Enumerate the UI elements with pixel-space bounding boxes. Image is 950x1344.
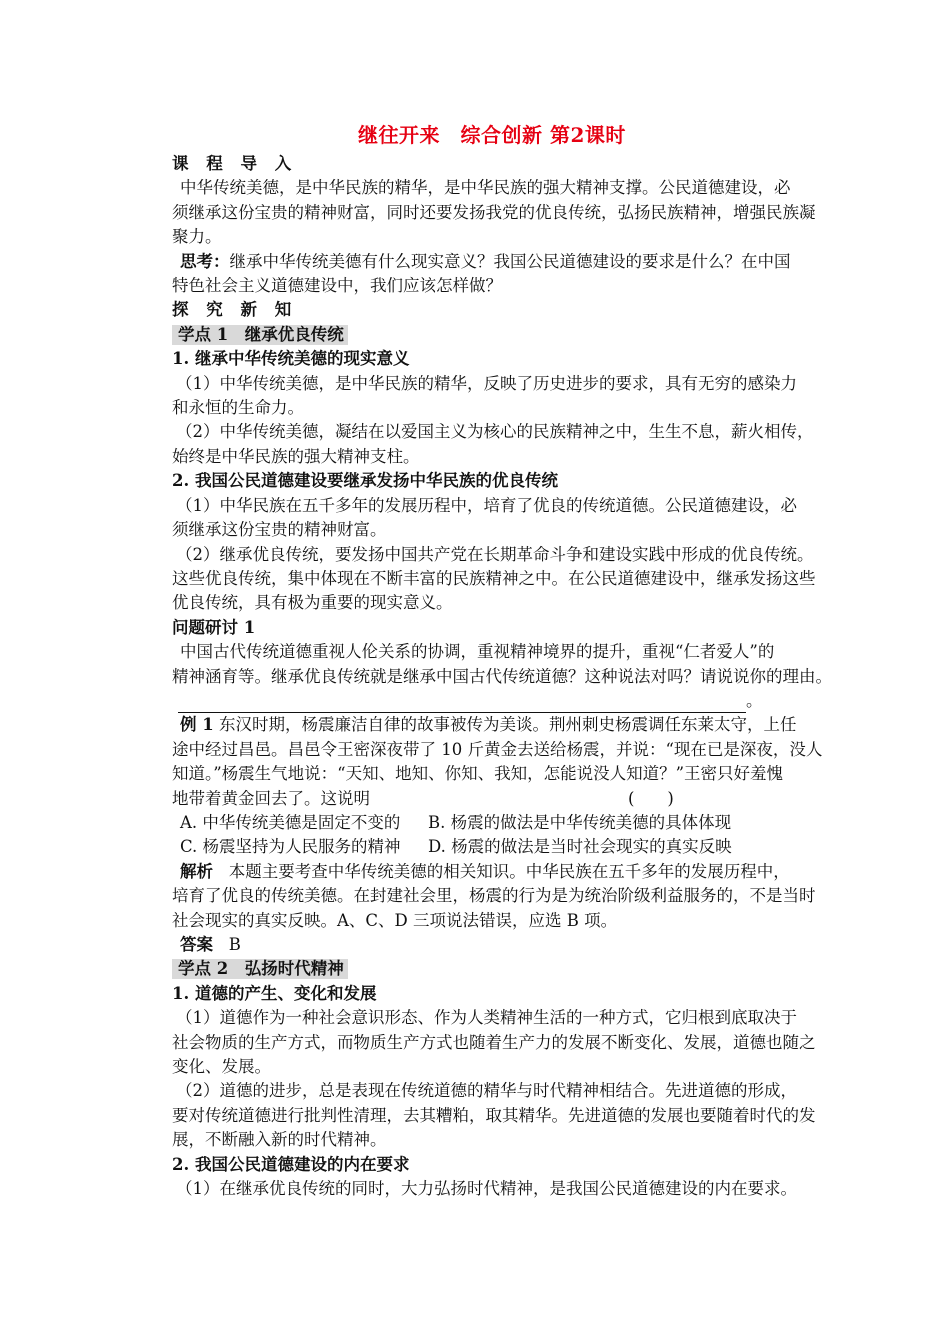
options-row — [172, 835, 812, 859]
subheading: 2. 我国公民道德建设要继承发扬中华民族的优良传统 — [172, 471, 558, 491]
question-line: 中国古代传统道德重视人伦关系的协调，重视精神境界的提升，重视“仁者爱人”的 — [180, 642, 775, 662]
example-label: 例 1 — [180, 715, 214, 735]
para-line: （1）中华传统美德，是中华民族的精华，反映了历史进步的要求，具有无穷的感染力 — [176, 373, 797, 393]
section-label-1: 学点 1 继承优良传统 — [172, 325, 348, 345]
think-label: 思考： — [180, 251, 230, 271]
para-line: （2）继承优良传统，要发扬中国共产党在长期革命斗争和建设实践中形成的优良传统。 — [176, 544, 814, 564]
para-line: （1）在继承优良传统的同时，大力弘扬时代精神，是我国公民道德建设的内在要求。 — [176, 1179, 797, 1199]
analysis-line: 解析 本题主要考查中华传统美德的相关知识。中华民族在五千多年的发展历程中， — [180, 861, 790, 881]
answer-blank[interactable] — [178, 696, 746, 713]
explore-heading: 探 究 新 知 — [172, 300, 298, 320]
para-line: 展，不断融入新的时代精神。 — [172, 1130, 387, 1150]
analysis-line: 社会现实的真实反映。A、C、D 三项说法错误，应选 B 项。 — [172, 910, 618, 930]
intro-heading: 课 程 导 入 — [172, 154, 298, 173]
para-line: 这些优良传统，集中体现在不断丰富的民族精神之中。在公民道德建设中，继承发扬这些 — [172, 568, 816, 588]
para-line: 变化、发展。 — [172, 1057, 271, 1077]
option-d[interactable]: D. 杨震的做法是当时社会现实的真实反映 — [428, 837, 732, 857]
intro-line: 中华传统美德，是中华民族的精华，是中华民族的强大精神支撑。公民道德建设，必 — [180, 178, 791, 198]
option-b[interactable]: B. 杨震的做法是中华传统美德的具体体现 — [428, 812, 732, 832]
page-title: 继往开来 综合创新 第2课时 — [358, 123, 626, 147]
options-row — [172, 811, 812, 835]
para-line: 社会物质的生产方式，而物质生产方式也随着生产力的发展不断变化、发展，道德也随之 — [172, 1032, 816, 1052]
example-line: 途中经过昌邑。昌邑令王密深夜带了 10 斤黄金去送给杨震，并说：“现在已是深夜，没人 — [172, 739, 823, 759]
subheading: 2. 我国公民道德建设的内在要求 — [172, 1154, 410, 1174]
think-line: 特色社会主义道德建设中，我们应该怎样做？ — [172, 276, 502, 296]
subheading: 1. 继承中华传统美德的现实意义 — [172, 349, 410, 369]
answer-value: B — [228, 935, 241, 954]
option-a[interactable]: A. 中华传统美德是固定不变的 — [180, 812, 401, 832]
answer-label: 答案 — [180, 935, 213, 954]
document-body — [172, 118, 832, 1201]
intro-line: 聚力。 — [172, 227, 222, 247]
option-c[interactable]: C. 杨震坚持为人民服务的精神 — [180, 837, 401, 857]
para-line: （1）道德作为一种社会意识形态、作为人类精神生活的一种方式，它归根到底取决于 — [176, 1008, 797, 1028]
intro-line: 须继承这份宝贵的精神财富，同时还要发扬我党的优良传统，弘扬民族精神，增强民族凝 — [172, 202, 816, 222]
para-line: 优良传统，具有极为重要的现实意义。 — [172, 593, 453, 613]
para-line: 始终是中华民族的强大精神支柱。 — [172, 446, 420, 466]
answer-paren[interactable]: ( ) — [628, 788, 674, 808]
section-label-2: 学点 2 弘扬时代精神 — [172, 959, 348, 979]
question-line: 精神涵育等。继承优良传统就是继承中国古代传统道德？这种说法对吗？请说说你的理由。 — [172, 666, 832, 686]
question-label: 问题研讨 1 — [172, 617, 256, 637]
example-line: 地带着黄金回去了。这说明 ( ) — [172, 787, 812, 811]
example-line: 例 1 东汉时期，杨震廉洁自律的故事被传为美谈。荆州刺史杨震调任东莱太守，上任 — [180, 715, 797, 735]
analysis-line: 培育了优良的传统美德。在封建社会里，杨震的行为是为统治阶级利益服务的，不是当时 — [172, 886, 816, 906]
para-line: 须继承这份宝贵的精神财富。 — [172, 520, 387, 540]
para-line: （1）中华民族在五千多年的发展历程中，培育了优良的传统道德。公民道德建设，必 — [176, 495, 797, 515]
para-line: 要对传统道德进行批判性清理，去其糟粕，取其精华。先进道德的发展也要随着时代的发 — [172, 1105, 816, 1125]
para-line: （2）中华传统美德，凝结在以爱国主义为核心的民族精神之中，生生不息，薪火相传， — [176, 422, 814, 442]
para-line: 和永恒的生命力。 — [172, 398, 304, 418]
answer-blank-row: 。 — [172, 689, 812, 713]
example-line: 知道。”杨震生气地说：“天知、地知、你知、我知，怎能说没人知道？”王密只好羞愧 — [172, 764, 784, 784]
subheading: 1. 道德的产生、变化和发展 — [172, 983, 377, 1003]
answer-line — [172, 933, 812, 957]
para-line: （2）道德的进步，总是表现在传统道德的精华与时代精神相结合。先进道德的形成， — [176, 1081, 797, 1101]
think-line: 思考：继承中华传统美德有什么现实意义？我国公民道德建设的要求是什么？在中国 — [180, 251, 791, 271]
analysis-label: 解析 — [180, 861, 213, 881]
